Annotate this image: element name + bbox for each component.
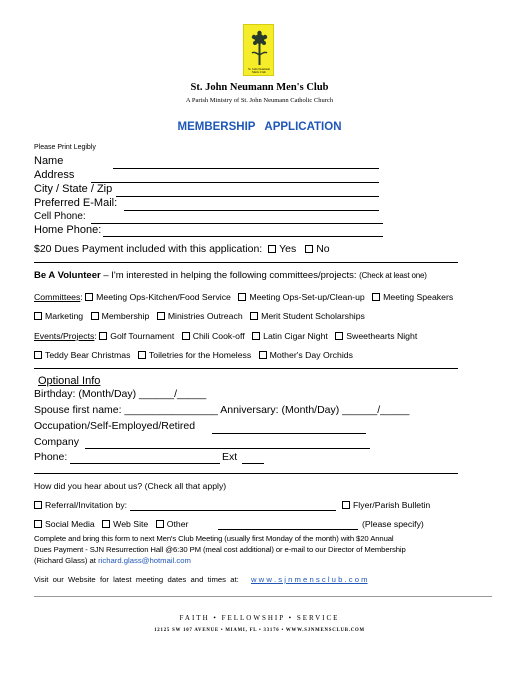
dues-no-label: No <box>316 243 330 255</box>
email-field[interactable] <box>124 210 379 211</box>
footer-note-line-3 <box>34 556 191 565</box>
committees-label: Committees <box>34 292 81 302</box>
address-label: Address <box>34 169 75 181</box>
club-address: 12125 SW 107 AVENUE • MIAMI, FL • 33176 • WWW.SJNMENSCLUB.COM <box>154 628 365 633</box>
event-label: Mother's Day Orchids <box>269 350 353 360</box>
committee-label: Meeting Ops-Set-up/Clean-up <box>249 292 365 302</box>
city-state-zip-field[interactable] <box>116 196 379 197</box>
other-field[interactable] <box>218 529 358 530</box>
hear-row-1 <box>34 500 127 510</box>
org-name: St. John Neumann Men's Club <box>190 82 329 93</box>
home-phone-field[interactable] <box>103 236 383 237</box>
committee-checkbox[interactable] <box>238 293 246 301</box>
email-label: Preferred E-Mail: <box>34 197 118 209</box>
dues-text: $20 Dues Payment included with this application: <box>34 243 263 255</box>
dues-yes-checkbox[interactable] <box>268 245 276 253</box>
event-label: Golf Tournament <box>110 331 175 341</box>
other-label: Other <box>166 519 189 529</box>
committee-label: Ministries Outreach <box>167 311 243 321</box>
birthday-field[interactable]: Birthday: (Month/Day) ______/_____ <box>34 388 207 400</box>
volunteer-note: (Check at least one) <box>359 271 427 280</box>
event-checkbox[interactable] <box>182 332 190 340</box>
hear-row-2 <box>34 519 188 529</box>
home-phone-label: Home Phone: <box>34 224 102 236</box>
committees-row-2 <box>34 311 365 321</box>
visit-text: Visit our Website for latest meeting dates and times at: <box>34 575 239 584</box>
committee-label: Marketing <box>45 311 84 321</box>
ext-label: Ext <box>222 451 238 463</box>
footer-note-line-2: Dues Payment - SJN Resurrection Hall @6:30 PM (meal cost additional) or e-mail to our Director of Membership <box>34 545 406 554</box>
social-media-checkbox[interactable] <box>34 520 42 528</box>
committee-checkbox[interactable] <box>250 312 258 320</box>
ext-field[interactable] <box>242 463 264 464</box>
website-label: Web Site <box>113 519 149 529</box>
committee-label: Merit Student Scholarships <box>261 311 365 321</box>
company-field[interactable] <box>85 448 370 449</box>
optional-phone-field[interactable] <box>70 463 220 464</box>
referral-field[interactable] <box>130 510 336 511</box>
referral-label: Referral/Invitation by: <box>45 500 128 510</box>
events-label: Events/Projects <box>34 331 95 341</box>
event-checkbox[interactable] <box>259 351 267 359</box>
spouse-anniversary-field[interactable]: Spouse first name: ________________ Anniversary: (Month/Day) ______/_____ <box>34 404 410 416</box>
occupation-field[interactable] <box>212 433 366 434</box>
event-checkbox[interactable] <box>252 332 260 340</box>
dues-row <box>34 243 330 255</box>
cell-phone-label: Cell Phone: <box>34 211 86 222</box>
volunteer-heading: Be A Volunteer <box>34 270 101 281</box>
committee-label: Meeting Speakers <box>383 292 454 302</box>
city-label: City / State / Zip <box>34 183 113 195</box>
committee-checkbox[interactable] <box>34 312 42 320</box>
name-label: Name <box>34 155 64 167</box>
address-field[interactable] <box>91 182 379 183</box>
divider-3 <box>34 473 458 474</box>
cell-phone-field[interactable] <box>91 223 383 224</box>
committee-checkbox[interactable] <box>91 312 99 320</box>
print-instructions: Please Print Legibly <box>34 144 96 151</box>
hear-question: How did you hear about us? (Check all that apply) <box>34 481 227 491</box>
footer-note-prefix: (Richard Glass) at <box>34 556 99 565</box>
company-label: Company <box>34 436 79 448</box>
event-label: Teddy Bear Christmas <box>45 350 131 360</box>
org-subtitle: A Parish Ministry of St. John Neumann Catholic Church <box>185 97 334 104</box>
event-label: Chili Cook-off <box>192 331 245 341</box>
event-checkbox[interactable] <box>335 332 343 340</box>
flyer-checkbox[interactable] <box>342 501 350 509</box>
event-checkbox[interactable] <box>34 351 42 359</box>
event-checkbox[interactable] <box>99 332 107 340</box>
website-link[interactable]: w w w . s j n m e n s c l u b . c o m <box>250 575 368 584</box>
committee-checkbox[interactable] <box>372 293 380 301</box>
event-label: Latin Cigar Night <box>263 331 328 341</box>
phone-label: Phone: <box>34 451 68 463</box>
event-label: Toiletries for the Homeless <box>148 350 252 360</box>
events-row-1: Events/Projects: Golf Tournament Chili Cook-off Latin Cigar Night Sweethearts Night <box>34 331 418 341</box>
committee-checkbox[interactable] <box>85 293 93 301</box>
membership-email-link[interactable]: richard.glass@hotmail.com <box>98 556 191 565</box>
social-media-label: Social Media <box>45 519 95 529</box>
committees-row-1: Committees: Meeting Ops-Kitchen/Food Service Meeting Ops-Set-up/Clean-up Meeting Speakers <box>34 292 454 302</box>
committee-checkbox[interactable] <box>157 312 165 320</box>
volunteer-text: – I'm interested in helping the following committees/projects: <box>100 270 360 281</box>
motto: FAITH • FELLOWSHIP • SERVICE <box>179 614 340 622</box>
divider-2 <box>34 368 458 369</box>
event-label: Sweethearts Night <box>346 331 418 341</box>
event-checkbox[interactable] <box>138 351 146 359</box>
occupation-label: Occupation/Self-Employed/Retired <box>34 420 196 432</box>
divider-1 <box>34 262 458 263</box>
flyer-label: Flyer/Parish Bulletin <box>353 500 431 510</box>
specify-label: (Please specify) <box>362 519 424 529</box>
committee-label: Meeting Ops-Kitchen/Food Service <box>96 292 231 302</box>
club-logo <box>243 24 274 76</box>
volunteer-row <box>34 270 427 281</box>
footer-divider <box>34 596 492 597</box>
form-title: MEMBERSHIP APPLICATION <box>177 121 342 133</box>
name-field[interactable] <box>113 168 379 169</box>
other-checkbox[interactable] <box>156 520 164 528</box>
website-checkbox[interactable] <box>102 520 110 528</box>
events-row-2 <box>34 350 353 360</box>
footer-note-line-1: Complete and bring this form to next Men's Club Meeting (usually first Monday of the month) with $20 Annual <box>34 534 394 543</box>
dues-yes-label: Yes <box>279 243 297 255</box>
optional-heading: Optional Info <box>38 375 101 387</box>
logo-text: St. John Neumann Men's Club <box>247 67 271 74</box>
committee-label: Membership <box>101 311 150 321</box>
dues-no-checkbox[interactable] <box>305 245 313 253</box>
referral-checkbox[interactable] <box>34 501 42 509</box>
flyer-option <box>342 500 430 510</box>
footer-note-line-4 <box>34 575 368 584</box>
